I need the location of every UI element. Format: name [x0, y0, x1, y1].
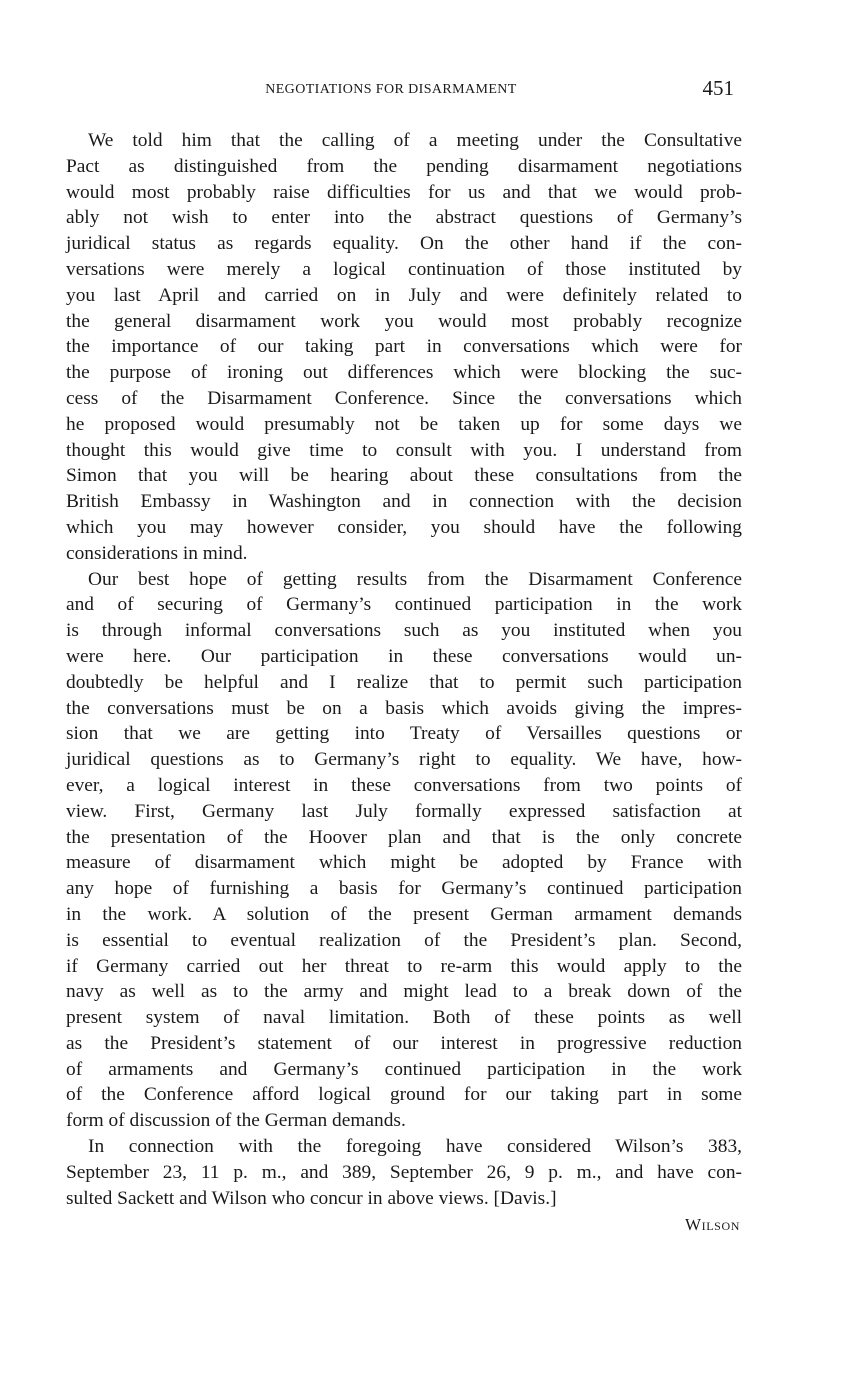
text-line: doubtedly be helpful and I realize that to permit such participation — [66, 671, 742, 693]
text-line: and of securing of Germany’s continued participation in the work — [66, 594, 742, 616]
signature: Wilson — [685, 1215, 740, 1235]
text-line: is through informal conversations such as you instituted when you — [66, 620, 742, 642]
text-line: of the Conference afford logical ground for our taking part in some — [66, 1084, 742, 1106]
document-page — [66, 76, 742, 1235]
text-line: sion that we are getting into Treaty of Versailles questions or — [66, 723, 742, 745]
text-line: present system of naval limitation. Both of these points as well — [66, 1007, 742, 1029]
text-line: September 23, 11 p. m., and 389, September 26, 9 p. m., and have con- — [66, 1161, 742, 1183]
body-text — [66, 128, 742, 1235]
text-line: versations were merely a logical continuation of those instituted by — [66, 258, 742, 280]
text-line: juridical status as regards equality. On the other hand if the con- — [66, 233, 742, 255]
text-line: considerations in mind. — [66, 542, 248, 564]
text-line: In connection with the foregoing have considered Wilson’s 383, — [88, 1136, 742, 1158]
text-line: as the President’s statement of our interest in progressive reduction — [66, 1032, 742, 1054]
text-line: any hope of furnishing a basis for Germany’s continued participation — [66, 878, 742, 900]
text-line: British Embassy in Washington and in connection with the decision — [66, 491, 742, 513]
text-line: sulted Sackett and Wilson who concur in above views. [Davis.] — [66, 1187, 557, 1209]
paragraph-1 — [66, 128, 742, 567]
text-line: Our best hope of getting results from the Disarmament Conference — [88, 568, 742, 590]
text-line: the presentation of the Hoover plan and that is the only concrete — [66, 826, 742, 848]
text-line: the general disarmament work you would most probably recognize — [66, 310, 742, 332]
paragraph-3 — [66, 1134, 742, 1211]
text-line: if Germany carried out her threat to re-arm this would apply to the — [66, 955, 742, 977]
text-line: thought this would give time to consult with you. I understand from — [66, 439, 742, 461]
text-line: is essential to eventual realization of the President’s plan. Second, — [66, 929, 742, 951]
text-line: the conversations must be on a basis which avoids giving the impres- — [66, 697, 742, 719]
text-line: in the work. A solution of the present German armament demands — [66, 903, 742, 925]
text-line: Pact as distinguished from the pending disarmament negotiations — [66, 155, 742, 177]
text-line: were here. Our participation in these conversations would un- — [66, 645, 742, 667]
text-line: We told him that the calling of a meeting under the Consultative — [88, 130, 742, 151]
text-line: navy as well as to the army and might lead to a break down of the — [66, 981, 742, 1003]
running-head — [66, 76, 742, 106]
paragraph-2 — [66, 567, 742, 1135]
text-line: form of discussion of the German demands. — [66, 1110, 406, 1132]
text-line: he proposed would presumably not be taken up for some days we — [66, 413, 742, 435]
text-line: measure of disarmament which might be adopted by France with — [66, 852, 742, 874]
text-line: ever, a logical interest in these conversations from two points of — [66, 774, 742, 796]
text-line: juridical questions as to Germany’s right to equality. We have, how- — [66, 749, 742, 771]
text-line: would most probably raise difficulties for us and that we would prob- — [66, 181, 742, 203]
text-line: which you may however consider, you should have the following — [66, 516, 742, 538]
text-line: Simon that you will be hearing about these consultations from the — [66, 465, 742, 487]
text-line: you last April and carried on in July and were definitely related to — [66, 284, 742, 306]
text-line: of armaments and Germany’s continued participation in the work — [66, 1058, 742, 1080]
text-line: the importance of our taking part in conversations which were for — [66, 336, 742, 358]
text-line: the purpose of ironing out differences which were blocking the suc- — [66, 362, 742, 384]
text-line: ably not wish to enter into the abstract questions of Germany’s — [66, 207, 742, 229]
page-number: 451 — [702, 76, 734, 100]
text-line: cess of the Disarmament Conference. Since the conversations which — [66, 387, 742, 409]
running-title: NEGOTIATIONS FOR DISARMAMENT — [265, 82, 517, 97]
text-line: view. First, Germany last July formally expressed satisfaction at — [66, 800, 742, 822]
